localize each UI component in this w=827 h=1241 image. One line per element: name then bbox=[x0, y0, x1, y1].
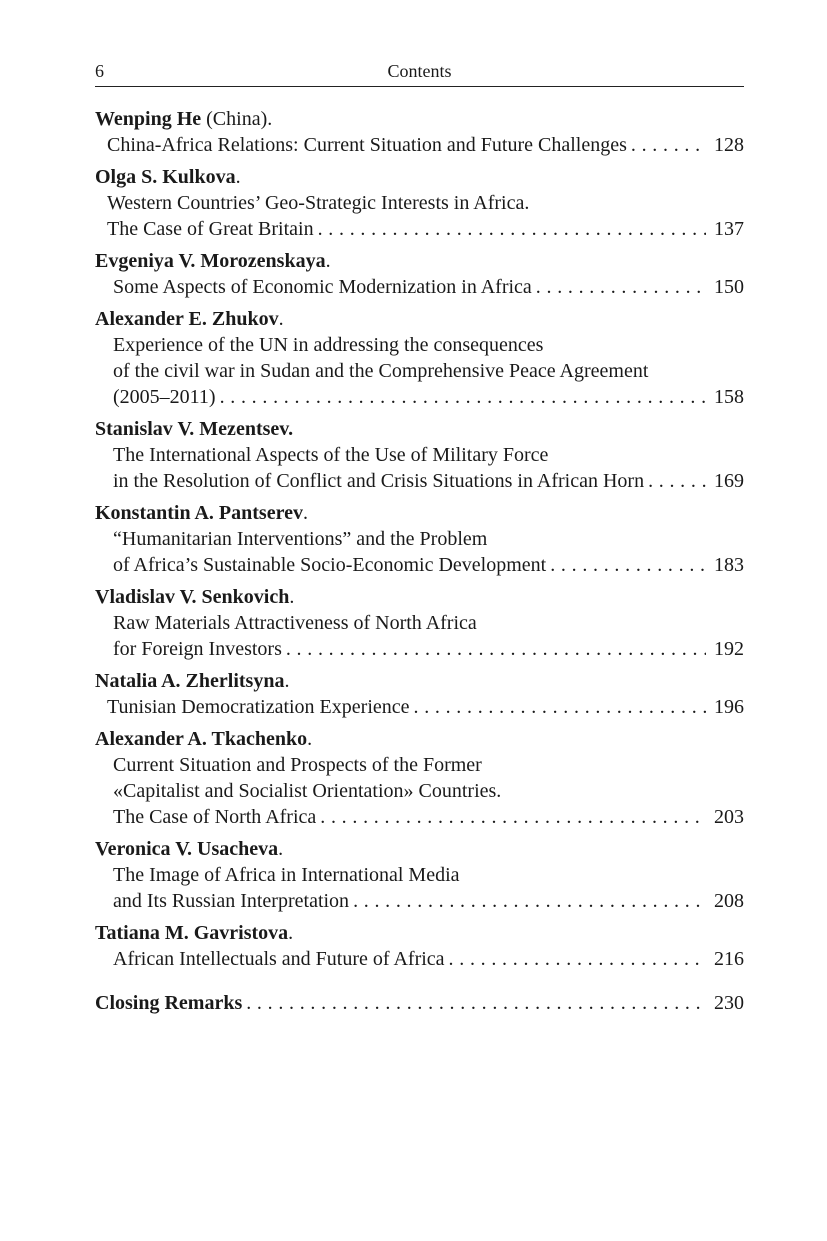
running-header bbox=[95, 60, 744, 87]
entry-author-line bbox=[95, 668, 744, 694]
entry-title-line: Current Situation and Prospects of the Former bbox=[113, 754, 482, 776]
entry-author-line bbox=[95, 920, 744, 946]
entry-title-last-line[interactable] bbox=[95, 384, 744, 410]
entry-title-line: «Capitalist and Socialist Orientation» Countries. bbox=[113, 780, 502, 802]
entry-title-last-line[interactable] bbox=[95, 132, 744, 158]
entry-page-number: 203 bbox=[714, 806, 744, 828]
toc-entry-closing-remarks[interactable] bbox=[95, 990, 744, 1016]
toc-entry bbox=[95, 306, 744, 410]
entry-page-number: 169 bbox=[714, 470, 744, 492]
entry-author-line bbox=[95, 306, 744, 332]
dot-leader bbox=[644, 468, 706, 494]
entry-page-number: 183 bbox=[714, 554, 744, 576]
entry-page-number: 158 bbox=[714, 386, 744, 408]
dot-leader bbox=[532, 274, 706, 300]
entry-title: The Case of Great Britain bbox=[107, 218, 314, 240]
entry-title: of Africa’s Sustainable Socio-Economic Development bbox=[113, 554, 547, 576]
entry-title: The Case of North Africa bbox=[113, 806, 317, 828]
entry-page-number: 196 bbox=[714, 696, 744, 718]
entry-page-number: 192 bbox=[714, 638, 744, 660]
entry-title-line: Experience of the UN in addressing the consequences bbox=[113, 334, 544, 356]
dot-leader bbox=[316, 804, 706, 830]
entry-title: Some Aspects of Economic Modernization in Africa bbox=[113, 276, 532, 298]
dot-leader bbox=[216, 384, 706, 410]
dot-leader bbox=[627, 132, 706, 158]
author-name: Evgeniya V. Morozenskaya bbox=[95, 250, 326, 272]
entry-title: for Foreign Investors bbox=[113, 638, 282, 660]
author-name: Vladislav V. Senkovich bbox=[95, 586, 290, 608]
table-of-contents bbox=[95, 106, 744, 1016]
entry-author-line bbox=[95, 106, 744, 132]
entry-author-line bbox=[95, 416, 744, 442]
entry-title: African Intellectuals and Future of Africa bbox=[113, 948, 445, 970]
entry-page-number: 150 bbox=[714, 276, 744, 298]
author-suffix: . bbox=[289, 586, 295, 608]
toc-entry bbox=[95, 668, 744, 720]
entry-title-line: The International Aspects of the Use of Military Force bbox=[113, 444, 549, 466]
entry-title-line: Western Countries’ Geo-Strategic Interests in Africa. bbox=[107, 192, 530, 214]
author-name: Veronica V. Usacheva bbox=[95, 838, 279, 860]
entry-title: and Its Russian Interpretation bbox=[113, 890, 350, 912]
author-name: Konstantin A. Pantserev bbox=[95, 502, 303, 524]
author-suffix: (China). bbox=[201, 108, 273, 130]
author-name: Stanislav V. Mezentsev. bbox=[95, 418, 294, 440]
toc-entry bbox=[95, 726, 744, 830]
entry-title-last-line[interactable] bbox=[95, 946, 744, 972]
author-suffix: . bbox=[325, 250, 331, 272]
toc-entry bbox=[95, 248, 744, 300]
author-suffix: . bbox=[235, 166, 241, 188]
author-name: Alexander A. Tkachenko bbox=[95, 728, 308, 750]
entry-author-line bbox=[95, 500, 744, 526]
entry-title-last-line[interactable] bbox=[95, 804, 744, 830]
entry-author-line bbox=[95, 726, 744, 752]
entry-page-number: 208 bbox=[714, 890, 744, 912]
dot-leader bbox=[242, 990, 706, 1016]
toc-entry bbox=[95, 164, 744, 242]
dot-leader bbox=[314, 216, 706, 242]
closing-remarks-label: Closing Remarks bbox=[95, 992, 243, 1014]
author-name: Tatiana M. Gavristova bbox=[95, 922, 289, 944]
dot-leader bbox=[282, 636, 706, 662]
entry-title-last-line[interactable] bbox=[95, 468, 744, 494]
entry-author-line bbox=[95, 836, 744, 862]
entry-title-line: of the civil war in Sudan and the Comprehensive Peace Agreement bbox=[113, 360, 649, 382]
page-number: 6 bbox=[95, 61, 104, 81]
entry-title: Tunisian Democratization Experience bbox=[107, 696, 410, 718]
entry-author-line bbox=[95, 164, 744, 190]
author-suffix: . bbox=[302, 502, 308, 524]
author-suffix: . bbox=[284, 670, 290, 692]
toc-entry bbox=[95, 584, 744, 662]
dot-leader bbox=[349, 888, 706, 914]
toc-entry bbox=[95, 106, 744, 158]
dot-leader bbox=[546, 552, 706, 578]
entry-author-line bbox=[95, 584, 744, 610]
author-suffix: . bbox=[278, 308, 284, 330]
running-title: Contents bbox=[387, 61, 452, 81]
author-name: Alexander E. Zhukov bbox=[95, 308, 279, 330]
entry-title-line: Raw Materials Attractiveness of North Africa bbox=[113, 612, 477, 634]
entry-page-number: 216 bbox=[714, 948, 744, 970]
author-name: Olga S. Kulkova bbox=[95, 166, 236, 188]
toc-entry bbox=[95, 416, 744, 494]
entry-title-last-line[interactable] bbox=[95, 552, 744, 578]
entry-title: China-Africa Relations: Current Situation and Future Challenges bbox=[107, 134, 627, 156]
entry-title: (2005–2011) bbox=[113, 386, 216, 408]
toc-entry bbox=[95, 920, 744, 972]
entry-title-last-line[interactable] bbox=[95, 694, 744, 720]
closing-remarks-page-number: 230 bbox=[714, 992, 744, 1014]
entry-page-number: 128 bbox=[714, 134, 744, 156]
entry-title-last-line[interactable] bbox=[95, 274, 744, 300]
dot-leader bbox=[410, 694, 707, 720]
entry-title-last-line[interactable] bbox=[95, 636, 744, 662]
entry-title: in the Resolution of Conflict and Crisis Situations in African Horn bbox=[113, 470, 645, 492]
author-suffix: . bbox=[288, 922, 294, 944]
author-name: Wenping He bbox=[95, 108, 202, 130]
entry-title-line: “Humanitarian Interventions” and the Problem bbox=[113, 528, 488, 550]
entry-title-last-line[interactable] bbox=[95, 888, 744, 914]
toc-entry bbox=[95, 500, 744, 578]
entry-author-line bbox=[95, 248, 744, 274]
dot-leader bbox=[445, 946, 706, 972]
author-suffix: . bbox=[278, 838, 284, 860]
entry-title-line: The Image of Africa in International Media bbox=[113, 864, 460, 886]
entry-title-last-line[interactable] bbox=[95, 216, 744, 242]
entry-page-number: 137 bbox=[714, 218, 744, 240]
author-name: Natalia A. Zherlitsyna bbox=[95, 670, 285, 692]
author-suffix: . bbox=[307, 728, 313, 750]
toc-entry bbox=[95, 836, 744, 914]
